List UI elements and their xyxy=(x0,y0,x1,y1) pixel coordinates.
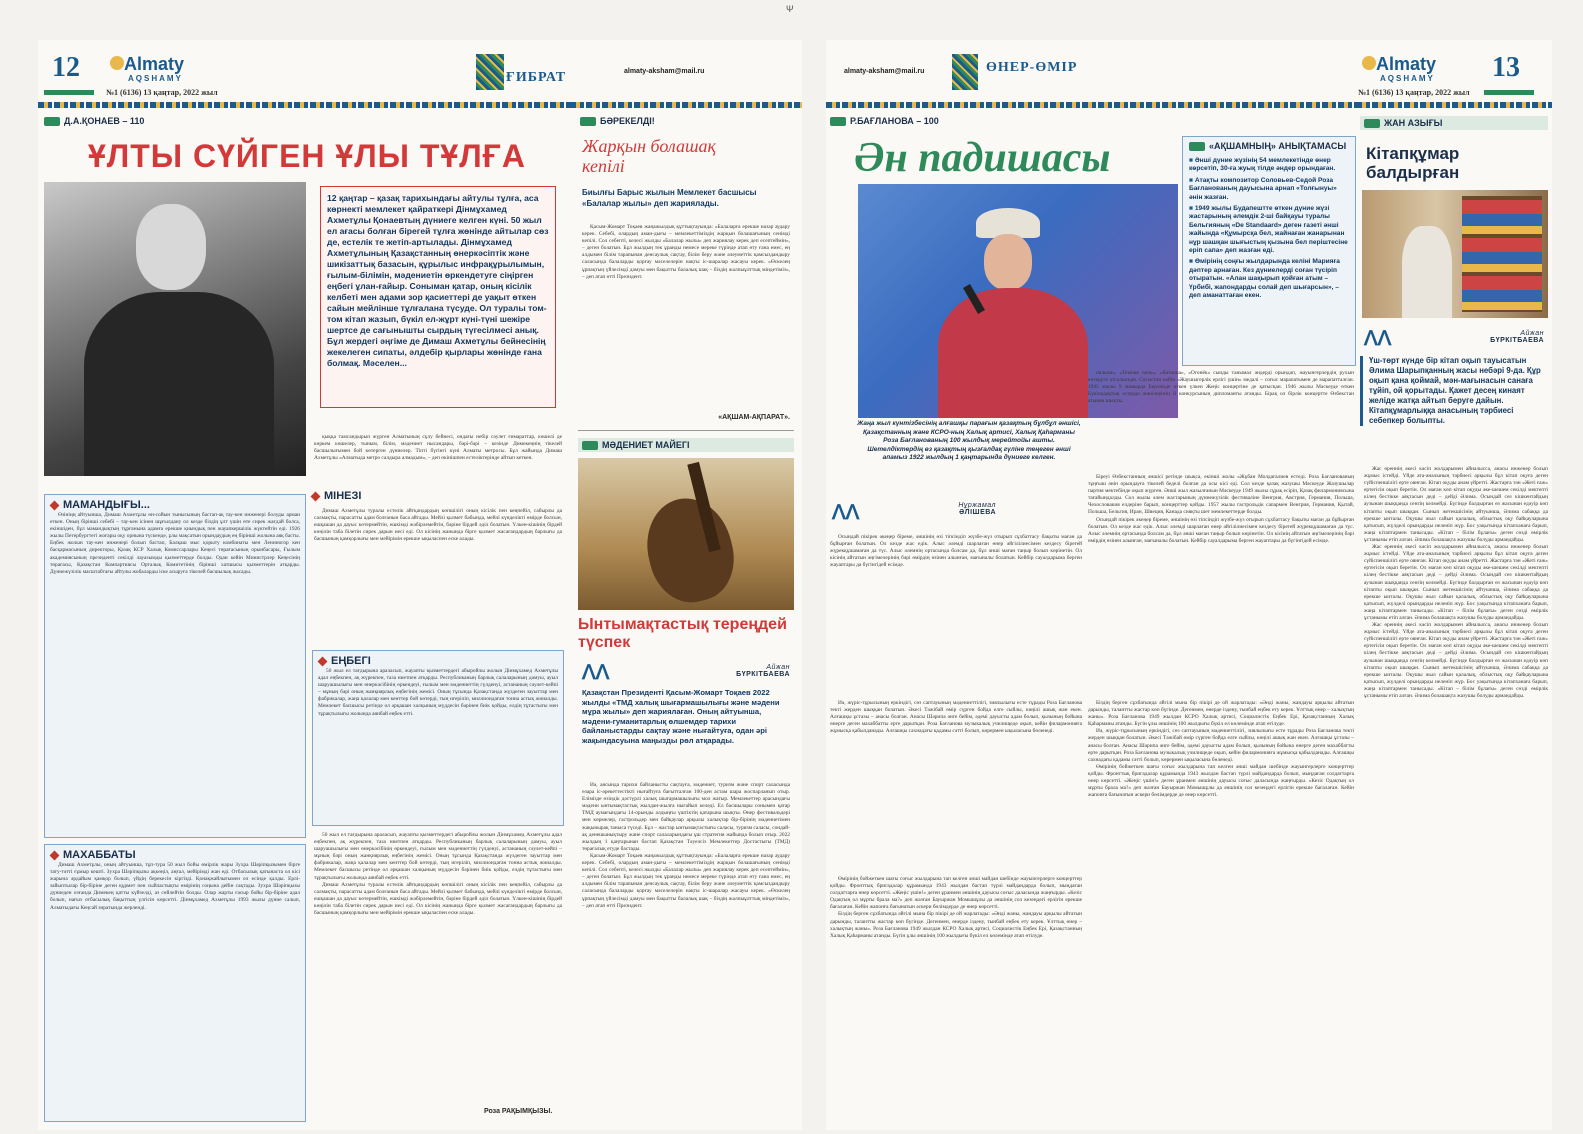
masthead-ornament xyxy=(476,54,504,90)
section-text-d: Димаш Ахметұлы, оның айтуынша, тұп-тура 50 жыл бойы өмірлік жары Зухра Шәріпқызымен бірге тату-тәтті ғұмыр кешті. Зухра Шәріпқызы ақкөңіл, аңғал, мейірімді жан еді. Отбасылық қатынаста ол кісі жарына әрдайым қамқор болып, үйдің берекесін кіргізді. Қонақжайлығымен ел есінде қалды. Ерлі-зайыптылар бір-біріне деген құрмет пен сыйластықты өмірінің соңына дейін сақтады. Зухра Шәріпқызы дүниеден озғанда Димекең қатты күйзелді, аз сөйлейтін болды. Олар жарты ғасыр бойы бір-біріне адал болып, нағыз отбасылық бақыттың үлгісін көрсетті. Дінмұхамед Ахметұлы 1993 жылы дүние салып, Алматыдағы Кеңсай зиратында жерленді. xyxy=(50,862,300,911)
masthead-ornament xyxy=(952,54,978,90)
portrait-body xyxy=(84,292,274,476)
rubric: ҒИБРАТ xyxy=(506,70,567,85)
section-heading: МАХАББАТЫ xyxy=(51,849,299,861)
lead-text: 12 қаңтар – қазақ тарихындағы айтулы тұлға, аса көрнекті мемлекет қайраткері Дінмұхамед Ахметұлы Қонаевтың дүниеге келген күні. 50 жыл ел ағасы болған бірегей тұлға жөнінде айтылар сөз де, естелік те жетіп-артылады. Дінмұхамед Ахметұлының Қазақстанның өнеркәсіптік және шикізаттық базасын, құрылыс инфрақұрылымын, ғылым-білімін, мәдениетін өркендетуге сіңірген еңбегі ұлан-ғайыр. Соныман қатар, оның кісілік келбеті мен адами зор қасиеттері де уақыт өткен сайын мейлінше тұлғалана түсуде. Ол туралы том-том кітап жазып, бүкіл ел-жұрт күні-түні шежіре шертсе де сағынышты сырдың түгесілмесі анық. Бұл жердегі әңгіме де Димаш Ахметұлы бейнесінің жекелеген сипаты, әлдебір қырлары жөнінде ғана болмақ. Мәселен... xyxy=(327,193,549,368)
divider xyxy=(578,430,794,431)
column-byline: Айжан БҮРКІТБАЕВА xyxy=(1490,330,1544,344)
logo-subtitle: AQSHAMY xyxy=(128,74,183,83)
section-text-c: 50 жыл ел тағдырына араласып, жауапты қызметтердегі абыройлы жолын Дінмұхамед Ахметұлы адал еңбекпен, ақ жүрекпен, таза ниетпен атқарды. Республиканың барлық салаларының дамуы, ауыл шаруашылығы мен өнеркәсібінің өркендеуі, ғылым мен мәдениеттің гүлденуі, астананың сәулет-кейпі – мұның бәрі оның жанқиярлық еңбегінің жемісі. Оның тұсында Қазақстанда жүздеген зауыттар мен фабрикалар, жаңа қалалар мен кенттер бой көтерді, тың игеріліп, миллиондаған тонна астық жиналды. Мемлекет басшысы ретінде ол әрқашан халқының мүддесін бәрінен биік қойды, елдің тұтастығы мен тұрақтылығы жолында аянбай еңбек етті. xyxy=(318,668,558,717)
logo: Almaty xyxy=(1376,54,1437,74)
column-lead-2: Қазақстан Президенті Қасым-Жомарт Тоқаев 2022 жылды «ТМД халық шығармашылығы және мәдени мұра жылы» деп жариялаған. Оның айтуынша, мәдени-гуманитарлық өлшемдер тарихи байланыстарды сақтау және нығайтуға, одан әрі жақындасуына маңызды рөл атқарады. xyxy=(582,688,780,745)
dombra-body xyxy=(637,489,744,610)
fact-list xyxy=(1189,157,1349,301)
tag-chip-icon xyxy=(1189,142,1205,151)
masthead-stripe xyxy=(1356,102,1552,108)
far-right-column xyxy=(1356,40,1552,1130)
left-page xyxy=(38,40,570,1130)
masthead-stripe xyxy=(570,102,802,108)
email-left: almaty-aksham@mail.ru xyxy=(624,68,705,75)
column-tag: ЖАН АЗЫҒЫ xyxy=(1360,116,1548,130)
section-text-c-cont: 50 жыл ел тағдырына араласып, жауапты қызметтердегі абыройлы жолын Дінмұхамед Ахметұлы адал еңбекпен, ақ жүрекпен, таза ниетпен атқарды. Республиканың барлық салаларының дамуы, ауыл шаруашылығы мен өнеркәсібінің өркендеуі, ғылым мен мәдениеттің гүлденуі, астананың сәулет-кейпі – мұның бәрі оның жанқиярлық еңбегінің жемісі. Оның тұсында Қазақстанда жүздеген зауыттар мен фабрикалар, жаңа қалалар мен кенттер бой көтерді, тың игеріліп, миллиондаған тонна астық жиналды. Мемлекет басшысы ретінде ол әрқашан халқының мүддесін бәрінен биік қойды, елдің тұтастығы мен тұрақтылығы жолында аянбай еңбек етті. Димаш Ахметұлы туралы естелік айтқандардың көпшілігі оның кісілік пен кеңпейіл, сабырлы да салмақты, парасатты адам болғанын баса айтады. Мейлі қызмет бабында, мейлі күнделікті өмірде болсын, ешқашан да дауыс көтермейтін, ешкімді жәбірлемейтін, бәріне бірдей әділ болатын. Үлкен-кішінің бірдей көңілін таба білетін сирек дарын иесі еді. Ол кісінің жанында бірге қызмет жасағандардың барлығы да басшының қамқорлығы мен мейірімін ерекше ықыласпен еске алады. xyxy=(314,832,562,917)
girl-photo xyxy=(1362,190,1548,318)
column-lead xyxy=(1360,356,1548,426)
text-continuation: қыққа тамсандырып жүрген Алматының сұлу бейнесі, ондағы небір сәулет ғимараттар, көшелі де көркем көшелер, тыным, білім, мәдениет нысандары, бәрі-бәрі – кезінде Димекеңнің тікелей басшылығымен бой көтерген дүниелер. Тіпті бүгінгі күні Алматы метросы. Бұл жайында Димаш Ахметұлы «Алматыда метро салдыра алмадым», – деп өкінішпен естеліктерінде айтып кеткен. xyxy=(314,434,562,462)
article-tag: Р.БАҒЛАНОВА – 100 xyxy=(830,116,939,126)
fact-item: ■ Атақты композитор Соловьев-Седой Роза Бағланованың дауысына арнап «Толғынуы» әнін жазған. xyxy=(1189,177,1349,202)
tag-chip-icon xyxy=(582,441,598,450)
section-heading: МІНЕЗІ xyxy=(312,490,564,502)
author-logo-icon: ᐱᐱ xyxy=(582,662,610,684)
column-text-2: Иә, аясында тарихи байланысты сақтауға, мәдениет, туризм және спорт саласында өзара іс-әрекеттестікті нығайтуға бағытталған 100-ден астам шара жоспарланып отыр. Елімізде өзіндік дәстүрлі халық шығармашылығы мол жатыр. Мемлекеттер арасындағы мәдени ынтымақтастық жылдан-жылға нығайып келеді. Ел басшылары сонымен қатар ТМД аумағындағы 14-орынды алдыңғы үштіктің қатарына шықты. Өнер фестивальдері мен көрмелер, гастрольдер мен байқаулар арқылы халықтар бір-бірінің мәдениетімен жақынырақ таныса түседі. Бұл – жастар ынтымақтастығы саласы, туризм саласы, сондай-ақ денешынықтыру және спорт салаларындағы ұш стратегия жайында болып отыр. 2022 жылдың 1 қаңтарынан бастап Қазақстан Тәуелсіз Мемлекеттер Достастығы (ТМД) төрағалық етуде бастады. Қасым-Жомарт Тоқаев жаңажылдық құттықтауында: «Балаларға ерекше назар аудару керек. Себебі, олардың аман-дығы – мемлекеттіміздің жарқын болашағының сенімді кепілі. Сол себепті, келесі жылды «Балалар жылы» деп жариялау керек деп есептеймін», – деген болатын. Бұл жылдың тек ұранды немесе мереке түрінде атап өту ғана емес, ең алдымен білім тарапынан денсаулық сақтау, білім беру және әлеуметтік қамсыздандыру саласында балаларды қорғау мәселелерін нақты іс-шаралар жасауы керек. «Өскелең ұрпақтың үйлесімді дамуы мен бақытты балалық шақ – біздің жалпыұлттық міндетіміз», – деп атап өтті Президент. xyxy=(582,782,790,909)
lead-box xyxy=(320,186,556,408)
diamond-icon xyxy=(50,850,60,860)
singer-face xyxy=(984,234,1032,290)
page-number-strip xyxy=(1484,90,1534,95)
logo: Almaty xyxy=(124,54,185,74)
headline: Ән падишасы xyxy=(854,135,1111,181)
tag-chip-icon xyxy=(830,117,846,126)
masthead-stripe xyxy=(826,102,1356,108)
girl-figure xyxy=(1402,226,1452,318)
page-number: 12 xyxy=(52,52,80,83)
portrait-head xyxy=(136,204,206,290)
author-byline: Нұржамал ӘЛІШЕВА xyxy=(958,502,996,516)
text-b: Иә, жүріс-тұрысының еркіндігі, сөз саптауының мәдениеттілігі, зиялылығы есте тұрады Роза Бағланова текті жерден шыққан болатын. Әкесі Тәжібай өмір сүрген бойда елге сыйлы, көңілі ашық жан екен. Алғашқы ұстазы – анасы болған. Анасы Шәрипа әнге бейім, әдемі дауысты адам болып, қызының бойына өнерге деген махаббатты ерте дарытқан. Роза Бағланова музыкалық училищеде оқып, кейін филармонияға жұмысқа қабылданады. Алғашқы сахнадағы қадамы сәтті болып, көрермен ықыласына бөленеді. xyxy=(830,700,1082,735)
diamond-icon xyxy=(311,491,321,501)
issue-info: №1 (6136) 13 қаңтар, 2022 жыл xyxy=(1358,88,1470,97)
dombra-photo xyxy=(578,458,794,610)
page-number: 13 xyxy=(1492,52,1520,83)
photo-caption: Жаңа жыл күнтізбесінің алғашқы парағын қазақтың бұлбұл әншісі, Қазақстанның және КСРО-ның Халық артисі, Халық Қаһарманы Роза Бағланованың 100 жылдық мерейтойы ашты. Шетелдіктердің өз қазақтың қызғалдақ гүліне теңеген әнші апамыз 1922 жылдың 1 қаңтарында дүниеге келген. xyxy=(857,420,1081,462)
bookshelf xyxy=(1462,196,1542,312)
section-heading: ЕҢБЕГІ xyxy=(319,655,557,667)
fact-item: ■ Әнші дүние жүзінің 54 мемлекетінде өнер көрсетіп, 30-ға жуық тілде әндер орындаған. xyxy=(1189,157,1349,174)
headline: ҰЛТЫ СҮЙГЕН ҰЛЫ ТҰЛҒА xyxy=(88,138,526,174)
fact-item: ■ 1949 жылы Будапештте өткен дүние жүзі жастарының әлемдік 2-ші байқауы туралы Бельгияның «De Standaard» деген газеті әнші жайында «Құмырсқа бел, жайнаған жанарынан нұр шашқан шығыстың қызына бел періштесіне еріп сапа» деп жазған еді. xyxy=(1189,205,1349,255)
author-logo-icon: ᐱᐱ xyxy=(1364,328,1392,350)
author-logo-icon: ᐱᐱ xyxy=(832,502,860,524)
right-page xyxy=(826,40,1356,1130)
column-tag-2: МӘДЕНИЕТ МАЙЕГІ xyxy=(578,438,794,452)
section-text-b: Димаш Ахметұлы туралы естелік айтқандардың көпшілігі оның кісілік пен кеңпейіл, сабырлы да салмақты, парасатты адам болғанын баса айтады. Мейлі қызмет бабында, мейлі күнделікті өмірде болсын, ешқашан да дауыс көтермейтін, ешкімді жәбірлемейтін, бәріне бірдей әділ болатын. Үлкен-кішінің бірдей көңілін таба білетін сирек дарын иесі еді. Ол кісінің жанында бірге қызмет жасағандардың барлығы да басшының қамқорлығы мен мейірімін ерекше ықыласпен еске алады. xyxy=(314,508,562,543)
section-minezi xyxy=(312,490,564,502)
column-lead-text: Үш-төрт күнде бір кітап оқып тауысатын Әлима Шарыпқанның жасы небәрі 9-да. Құр оқып қана қоймай, мән-мағынасын санаға тұйіп, ой қорытады. Қажет десең кинаят желіде жатқа айтып беруге дайын. Кітапқұмарлыққа анасының тәрбиесі себепкер болыпты. xyxy=(1369,356,1541,425)
diamond-icon xyxy=(50,500,60,510)
section-text-a: Өзініңң айтуынша, Димаш Ахметұлы өн-сойын тынысының бастап-ақ тау-кен инженері болуды арман еткен. Оның бірінші себебі – тау-кен ісінен шұғылдану ол кезде біздің ұлт үшін өте сирек жағдай болса, екіншіден, бұл мамандықтың тұрғанына адамға ерекше қиындық пен жауапкершілік жүктейтін еді. 1926 жылы Петербургтегі жоғары оқу орнына түскенде, ұлы мақсатын орындаудың ең бірінші жолына аяқ басты. Еңбек жолын тау-кен инженері болып бастап, Балқаш мыс қорыту комбинаты мен Лениногор кен басқармасының директоры, Қазақ КСР Халық Комиссарлары Кеңесі төрағасының орынбасары, Ғылым академиясының президенті секілді лауазымды қызметтерде болды. Одан кейін Министрлер Кеңесінің төрағасы, Қазақстан Компартиясы Орталық Комитетінің бірінші хатшысы қызметтерін атқарды. Дүниежүзілік масштабтағы айтулы жобаларды іске асыруға тікелей басшылық жасады. xyxy=(50,512,300,575)
singer-dress xyxy=(938,288,1088,418)
email-right: almaty-aksham@mail.ru xyxy=(844,68,925,75)
masthead-stripe xyxy=(38,102,570,108)
fact-item: ■ Өмірінің соңғы жылдарында келіні Марияға дәптер арнаған. Кез дүниелерді соған түсіріп отыратын. «Алан шақырып қойған атым – Үрбибі, жапондарды солай деп шығарсын», – деп аманаттаған екен. xyxy=(1189,258,1349,300)
text-e: Біреуі Өзбекстанның әншісі ретінде шықса, екінші жолы «Жұбан Молдағалиев естеді. Роза Бағланованың тұңғыш әнін орындауға тікелей беделі болған да осы кісі еді. Сол кезде қазақ жазушы Мәскеуде Жазушылар партия мектебінде оқып жүрген. Әнші жыл жазылғанын Мәскеуде 1949 жылы сұрақ есіріп, Қазақ филармониясына тағайындалды. Сол жылы әлем жастарының дүниежүзілік фестиваліне Венгрия, Австрия, Германия, Польша, Чехословакия елдеріне барып, концерттер қойды. 1957 жылы гастрольдік сапармен Венгрия, Германия, Қытай, Польша, Бельгия, Иран, Швеция, Канада сияқты шет мемлекеттерде болды. Осындай пікірек әкеңер біреме, әншінің өзі тіпсіндіп жүзбе-жүз отырып сұхбаттасу бақыты маған да бұйырған болатын. Ол кезде жас едік. Алыс әлемді шарлаған өнер әйгілілиесімен кездесу бірегей жүрекқұшамаған да түс. Алыс әлемнің ортасында болсам да, бұл әнші маған таңыр болып көрінетін. Ол кісінің айтатын әңгімелерінің бәрі өмірдің өзінен алынған, мағыналы болатын. Кейбір сауалдарыма берген жауаптары да бүгінгідей есімде. xyxy=(1088,474,1354,544)
spread-center-mark: Ψ xyxy=(786,4,794,14)
column-text-1: Қасым-Жомарт Тоқаев жаңажылдық құттықтауында: «Балаларға ерекше назар аудару керек. Себебі, олардың аман-дығы – мемлекеттіміздің жарқын болашағының сенімді кепілі. Сол себепті, келесі жылды «Балалар жылы» деп жариялау керек деп есептеймін», – деген болатын. Бұл жылдың тек ұранды немесе мереке түрінде атап өту ғана емес, ең алдымен білім тарапынан денсаулық сақтау, білім беру және әлеуметтік қамсыздандыру саласында балаларды қорғау мәселелерін нақты іс-шаралар жасауы керек. «Өскелең ұрпақтың үйлесімді дамуы мен бақытты балалық шақ – біздің жалпыұлттық міндетіміз», – деп атап өтті Президент. xyxy=(582,224,790,280)
column-headline-1: Жарқын болашақ кепілі xyxy=(582,136,716,176)
article-tag: Д.А.ҚОНАЕВ – 110 xyxy=(44,116,144,126)
logo-sun-icon xyxy=(110,56,124,70)
logo-sun-icon xyxy=(1362,56,1376,70)
column-byline-2: Айжан БҮРКІТБАЕВА xyxy=(736,664,790,678)
column-tag-1: БӘРЕКЕЛДІ! xyxy=(580,116,655,126)
column-headline-2: Ынтымақтастық тереңдей түспек xyxy=(578,616,787,651)
text-a: Осындай пікірек әкеңер біреме, әншінің өзі тіпсіндіп жүзбе-жүз отырып сұхбаттасу бақыты маған да бұйырған болатын. Ол кезде жас едік. Алыс әлемді шарлаған өнер әйгілілиесімен кездесу бірегей жүрекқұшамаған да түс. Алыс әлемнің ортасында болсам да, бұл әнші маған таңыр болып көрінетін. Ол кісінің айтатын әңгімелерінің бәрі өмірдің өзінен алынған, мағыналы болатын. Кейбір сауалдарыма берген жауаптары да бүгінгідей есімде. xyxy=(830,534,1082,569)
right-masthead xyxy=(1356,50,1552,96)
column-headline: Кітапқұмар балдырған xyxy=(1366,144,1460,182)
section-heading: МАМАНДЫҒЫ... xyxy=(51,499,299,511)
text-d: Біздің берген сұхбатында әйгілі мына бір пікірі де ой жарлатады: «Әнді жаны, жандауы арқылы айтатын дарынды, талантты жастар көп бүгінде. Дегенмен, өнерде іздену, тынбай еңбек ету керек. Ұлттық өнер – халықтың жаны». Роза Бағланова 1949 жылдан КСРО Халық артисі, Социалистік Еңбек Ері, Қазақстанның Халық Қаһарманы атанды. Бүгін ұлы әншінің 100 жылдығы бүкіл ел көлемінде атап өтілуде. Иә, жүріс-тұрысының еркіндігі, сөз саптауының мәдениеттілігі, зиялылығы есте тұрады Роза Бағланова текті жерден шыққан болатын. Әкесі Тәжібай өмір сүрген бойда елге сыйлы, көңілі ашық жан екен. Алғашқы ұстазы – анасы болған. Анасы Шәрипа әнге бейім, әдемі дауысты адам болып, қызының бойына өнерге деген махаббатты ерте дарытқан. Роза Бағланова музыкалық училищеде оқып, кейін филармонияға жұмысқа қабылданады. Алғашқы сахнадағы қадамы сәтті болып, көрермен ықыласына бөленеді. Өмірінің бойжеткен шағы соғыс жылдарына тап келген әнші майдан шебінде жауынгерлерге концерттер қойды. Фронттық бригадалар құрамында 1943 жылдан бастап түрлі майдандарда болып, мыңдаған солдаттарға өнер көрсетті. «Жеңіс үшін!» деген ұранмен әншінің дауысы соғыс даласында жаңғырды. «Кезіс Одақтың ол мұрты брала ма?» деп жазған Бауыржан Момышұлы да әншінің сол кезеңдегі ерлігін ерекше бағалаған. Кейін жапонға бағынатын әскери бөлімдерде де өнер көрсетті. xyxy=(1088,700,1354,799)
tag-chip-icon xyxy=(44,117,60,126)
tag-chip-icon xyxy=(580,117,596,126)
page-number-strip xyxy=(44,90,94,95)
portrait-photo xyxy=(44,182,306,476)
text-top: пальма», «Темная ночь», «Катюша», «Огонёк» сынды танымал әндерді орындап, жауынгерлердің рухын көтеруге атсалысқан. Соғыстан кейін «Жаушыгерлік ерлігі үшін» медалі – соғыс марапатымен де марапатталған. 1945 жылы 9 мамырда Берлинде өткен үлкен Жеңіс концертіне де қатысқан. 1946 жылы Мәскеуде өткен Бүкілодақтық эстрада әншілерінің II конкурсының дипломанты атанды. Бірақ ол бірлік концертте Өзбекстан атынан шықты. xyxy=(1088,370,1354,405)
logo-subtitle: AQSHAMY xyxy=(1380,74,1435,83)
column-signature-1: «АҚШАМ-АҚПАРАТ». xyxy=(718,414,790,421)
left-masthead xyxy=(38,50,570,96)
issue-info: №1 (6136) 13 қаңтар, 2022 жыл xyxy=(106,88,218,97)
diamond-icon xyxy=(318,656,328,666)
fact-tag: «АҚШАМНЫҢ» АНЫҚТАМАСЫ xyxy=(1189,141,1349,151)
signature: Роза РАҚЫМҚЫЗЫ. xyxy=(484,1108,553,1115)
rubric: ӨНЕР-ӨМІР xyxy=(986,60,1078,75)
column-lead-1: Биылғы Барыс жылын Мемлекет басшысы «Балалар жылы» деп жариялады. xyxy=(582,188,757,208)
column-text: Жас өреннің әкесі кәсіп жолдарымен айналысса, анасы инженер болып жұмыс істейді. Үйде ата-аналының тәрбиесі арқылы бұл кітап оқуға деген сүйіспеншілігі ерте оянған. Кітап оқуды анам үйретті. Жастарға тән «Жеті ғаж» ертегісін оқып беретін. Ол маған көп кітап оқуды әке-шешем секілді мектепті кілең бестікке аяқтасын деді – дейді Әлима. Осындай сөз кішкентайдың аузынан шыққанда сенгің келмейді. Бүгінде балдырған өз жасынан едәуір көп кітапты оқып шыққан. Сынып жетекшісінің айтуынша, Әлима сабаққа да ерекше ынталы. Оқушы жыл сайын қалалық, облыстық оқу байқауларына қатысып, жүлделі орындарды иеленіп жүр. Бос уақытында кітапханаға барып, жаңа кітаптармен танысады. «Кітап – білім бұлағы» деген сөзді өмірлік ұстанымы етіп алған. Әлима болашақта жазушы болуды армандайды. Жас өреннің әкесі кәсіп жолдарымен айналысса, анасы инженер болып жұмыс істейді. Үйде ата-аналының тәрбиесі арқылы бұл кітап оқуға деген сүйіспеншілігі ерте оянған. Кітап оқуды анам үйретті. Жастарға тән «Жеті ғаж» ертегісін оқып беретін. Ол маған көп кітап оқуды әке-шешем секілді мектепті кілең бестікке аяқтасын деді – дейді Әлима. Осындай сөз кішкентайдың аузынан шыққанда сенгің келмейді. Бүгінде балдырған өз жасынан едәуір көп кітапты оқып шыққан. Сынып жетекшісінің айтуынша, Әлима сабаққа да ерекше ынталы. Оқушы жыл сайын қалалық, облыстық оқу байқауларына қатысып, жүлделі орындарды иеленіп жүр. Бос уақытында кітапханаға барып, жаңа кітаптармен танысады. «Кітап – білім бұлағы» деген сөзді өмірлік ұстанымы етіп алған. Әлима болашақта жазушы болуды армандайды. Жас өреннің әкесі кәсіп жолдарымен айналысса, анасы инженер болып жұмыс істейді. Үйде ата-аналының тәрбиесі арқылы бұл кітап оқуға деген сүйіспеншілігі ерте оянған. Кітап оқуды анам үйретті. Жастарға тән «Жеті ғаж» ертегісін оқып беретін. Ол маған көп кітап оқуды әке-шешем секілді мектепті кілең бестікке аяқтасын деді – дейді Әлима. Осындай сөз кішкентайдың аузынан шыққанда сенгің келмейді. Бүгінде балдырған өз жасынан едәуір көп кітапты оқып шыққан. Сынып жетекшісінің айтуынша, Әлима сабаққа да ерекше ынталы. Оқушы жыл сайын қалалық, облыстық оқу байқауларына қатысып, жүлделі орындарды иеленіп жүр. Бос уақытында кітапханаға барып, жаңа кітаптармен танысады. «Кітап – білім бұлағы» деген сөзді өмірлік ұстанымы етіп алған. Әлима болашақта жазушы болуды армандайды. xyxy=(1364,466,1548,699)
tag-chip-icon xyxy=(1364,119,1380,128)
fact-box xyxy=(1182,136,1356,366)
text-c: Өмірінің бойжеткен шағы соғыс жылдарына тап келген әнші майдан шебінде жауынгерлерге концерттер қойды. Фронттық бригадалар құрамында 1943 жылдан бастап түрлі майдандарда болып, мыңдаған солдаттарға өнер көрсетті. «Жеңіс үшін!» деген ұранмен әншінің дауысы соғыс даласында жаңғырды. «Кезіс Одақтың ол мұрты брала ма?» деп жазған Бауыржан Момышұлы да әншінің сол кезеңдегі ерлігін ерекше бағалаған. Кейін жапонға бағынатын әскери бөлімдерде де өнер көрсетті. Біздің берген сұхбатында әйгілі мына бір пікірі де ой жарлатады: «Әнді жаны, жандауы арқылы айтатын дарынды, талантты жастар көп бүгінде. Дегенмен, өнерде іздену, тынбай еңбек ету керек. Ұлттық өнер – халықтың жаны». Роза Бағланова 1949 жылдан КСРО Халық артисі, Социалистік Еңбек Ері, Қазақстанның Халық Қаһарманы атанды. Бүгін ұлы әншінің 100 жылдығы бүкіл ел көлемінде атап өтілуде. xyxy=(830,876,1082,939)
middle-column xyxy=(570,40,802,1130)
